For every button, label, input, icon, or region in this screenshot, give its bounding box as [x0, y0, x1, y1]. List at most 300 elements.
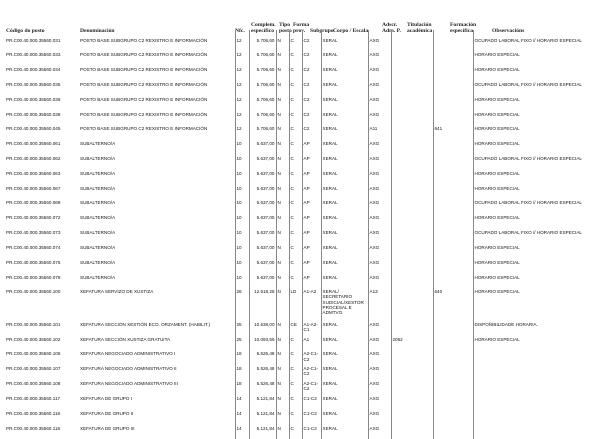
- corpo-cell: XERAL: [321, 273, 368, 288]
- subgrupo-cell: A1: [302, 335, 321, 350]
- subgrupo-cell: A1-A2-C1: [302, 320, 321, 335]
- adscripcion-cell: AXG: [368, 36, 391, 51]
- codigo-cell: PR.C00.40.000.35560.073: [6, 230, 61, 236]
- corpo-cell: XERAL: [321, 125, 368, 140]
- forma-cell: C: [289, 140, 302, 155]
- complemento-cell: 5.637,00: [249, 169, 276, 184]
- denominacion-cell: XEFATURA DE GRUPO I: [79, 394, 235, 409]
- tipo-cell: N: [276, 155, 289, 170]
- codigo-cell: PR.C00.40.000.35560.105: [6, 351, 61, 357]
- nivel-cell: 10: [235, 229, 249, 244]
- adscripcion-cell: A11: [368, 125, 391, 140]
- adscripcion-cell: AXG: [368, 110, 391, 125]
- formacion-cell: [433, 424, 473, 439]
- denominacion-cell: SUBALTERNO/A: [79, 258, 235, 273]
- forma-cell: C: [289, 36, 302, 51]
- observacions-cell: HORARIO ESPECIAL: [474, 170, 520, 176]
- complemento-cell: 5.706,60: [249, 95, 276, 110]
- adscripcion-cell: AXG: [368, 273, 391, 288]
- titulacion-cell: [391, 169, 433, 184]
- titulacion-cell: [391, 125, 433, 140]
- observacions-cell: OCUPADO LABORAL FIXO // HORARIO ESPECIAL: [474, 230, 582, 236]
- denominacion-cell: XEFATURA DE GRUPO III: [79, 424, 235, 439]
- forma-cell: C: [289, 155, 302, 170]
- tipo-cell: N: [276, 320, 289, 335]
- tipo-cell: N: [276, 424, 289, 439]
- header-tipo-1: Tipo: [279, 21, 291, 28]
- table-row: [5, 95, 610, 110]
- observacions-cell: [473, 350, 610, 365]
- tipo-cell: N: [276, 409, 289, 424]
- formacion-cell: [433, 409, 473, 424]
- observacions-cell: [473, 409, 610, 424]
- table-row: [5, 380, 610, 395]
- table-row: [5, 288, 610, 321]
- observacions-cell: HORARIO ESPECIAL: [474, 126, 520, 132]
- tipo-cell: N: [276, 199, 289, 214]
- denominacion-cell: POSTO BASE SUBGRUPO C2 REXISTRO E INFORMACIÓN: [79, 66, 235, 81]
- complemento-cell: 10.093,56: [249, 335, 276, 350]
- formacion-cell: [433, 214, 473, 229]
- formacion-cell: [433, 110, 473, 125]
- header-complem-1: Complem.: [251, 21, 276, 28]
- titulacion-cell: [391, 258, 433, 273]
- nivel-cell: 14: [235, 424, 249, 439]
- table-row: [5, 350, 610, 365]
- header-forma-2: prov.: [293, 27, 306, 34]
- table-row: [5, 169, 610, 184]
- table-row: [5, 258, 610, 273]
- titulacion-cell: [391, 51, 433, 66]
- table-row: [5, 229, 610, 244]
- codigo-cell: PR.C00.40.000.35560.100: [6, 289, 61, 295]
- adscripcion-cell: AXG: [368, 229, 391, 244]
- observacions-cell: HORARIO ESPECIAL: [474, 52, 520, 58]
- corpo-cell: XERAL: [321, 110, 368, 125]
- subgrupo-cell: AP: [302, 214, 321, 229]
- nivel-cell: 25: [235, 335, 249, 350]
- titulacion-cell: [391, 184, 433, 199]
- adscripcion-cell: AXG: [368, 409, 391, 424]
- header-tipo-2: posto: [279, 27, 292, 34]
- titulacion-cell: 2062: [391, 335, 433, 350]
- formacion-cell: [433, 243, 473, 258]
- forma-cell: C: [289, 335, 302, 350]
- formacion-cell: [433, 169, 473, 184]
- corpo-cell: XERAL: [321, 320, 368, 335]
- denominacion-cell: SUBALTERNO/A: [79, 184, 235, 199]
- tipo-cell: N: [276, 95, 289, 110]
- tipo-cell: N: [276, 184, 289, 199]
- adscripcion-cell: AXG: [368, 51, 391, 66]
- subgrupo-cell: AP: [302, 199, 321, 214]
- formacion-cell: [433, 365, 473, 380]
- codigo-cell: PR.C00.40.000.35560.035: [6, 81, 61, 87]
- denominacion-cell: POSTO BASE SUBGRUPO C2 REXISTRO E INFORMACIÓN: [79, 51, 235, 66]
- header-formacion-1: Formación: [450, 21, 477, 28]
- table-row: [5, 51, 610, 66]
- adscripcion-cell: AXG: [368, 66, 391, 81]
- subgrupo-cell: A1-A2: [302, 288, 321, 321]
- complemento-cell: 5.637,00: [249, 155, 276, 170]
- observacions-cell: HORARIO ESPECIAL: [474, 141, 520, 147]
- observacions-cell: HORARIO ESPECIAL: [474, 274, 520, 280]
- corpo-cell: XERAL: [321, 258, 368, 273]
- complemento-cell: 5.526,48: [249, 380, 276, 395]
- tipo-cell: N: [276, 394, 289, 409]
- tipo-cell: N: [276, 243, 289, 258]
- formacion-cell: [433, 199, 473, 214]
- subgrupo-cell: C2: [302, 110, 321, 125]
- denominacion-cell: XEFATURA NEGOCIADO ADMINISTRATIVO I: [79, 350, 235, 365]
- nivel-cell: 12: [235, 51, 249, 66]
- subgrupo-cell: A2-C1-C2: [302, 365, 321, 380]
- codigo-cell: PR.C00.40.000.35560.072: [6, 215, 61, 221]
- codigo-cell: PR.C00.40.000.35560.063: [6, 170, 61, 176]
- titulacion-cell: [391, 110, 433, 125]
- nivel-cell: 12: [235, 66, 249, 81]
- tipo-cell: N: [276, 66, 289, 81]
- titulacion-cell: [391, 380, 433, 395]
- header-denominacion: Denominación: [80, 27, 115, 34]
- titulacion-cell: [391, 350, 433, 365]
- complemento-cell: 12.518,28: [249, 288, 276, 321]
- titulacion-cell: [391, 199, 433, 214]
- formacion-cell: [433, 273, 473, 288]
- observacions-cell: [473, 394, 610, 409]
- nivel-cell: 12: [235, 110, 249, 125]
- header-codigo: Código do posto: [6, 27, 45, 34]
- codigo-cell: PR.C00.40.000.35560.033: [6, 52, 61, 58]
- titulacion-cell: [391, 214, 433, 229]
- formacion-cell: [433, 335, 473, 350]
- denominacion-cell: POSTO BASE SUBGRUPO C2 REXISTRO E INFORMACIÓN: [79, 36, 235, 51]
- corpo-cell: XERAL: [321, 140, 368, 155]
- subgrupo-cell: C2: [302, 66, 321, 81]
- subgrupo-cell: C2: [302, 125, 321, 140]
- corpo-cell: XERAL: [321, 229, 368, 244]
- corpo-cell: XERAL: [321, 51, 368, 66]
- header-titulacion-1: Titulación: [407, 21, 432, 28]
- codigo-cell: PR.C00.40.000.35560.075: [6, 259, 61, 265]
- nivel-cell: 28: [235, 288, 249, 321]
- titulacion-cell: [391, 365, 433, 380]
- forma-cell: C: [289, 229, 302, 244]
- codigo-cell: PR.C00.40.000.35560.108: [6, 381, 61, 387]
- denominacion-cell: POSTO BASE SUBGRUPO C2 REXISTRO E INFORMACIÓN: [79, 125, 235, 140]
- subgrupo-cell: AP: [302, 184, 321, 199]
- header-subgrupo: Subgrupo: [310, 27, 334, 34]
- complemento-cell: 5.706,60: [249, 66, 276, 81]
- titulacion-cell: [391, 424, 433, 439]
- subgrupo-cell: AP: [302, 273, 321, 288]
- codigo-cell: PR.C00.40.000.35560.062: [6, 156, 61, 162]
- header-adscr-1: Adscr.: [382, 21, 398, 28]
- adscripcion-cell: AXG: [368, 424, 391, 439]
- subgrupo-cell: AP: [302, 169, 321, 184]
- codigo-cell: PR.C00.40.000.35560.107: [6, 366, 61, 372]
- adscripcion-cell: A13: [368, 288, 391, 321]
- denominacion-cell: XEFATURA SERVIZO DE XUSTIZA: [79, 288, 235, 321]
- corpo-cell: XERAL: [321, 155, 368, 170]
- denominacion-cell: SUBALTERNO/A: [79, 273, 235, 288]
- complemento-cell: 5.637,00: [249, 258, 276, 273]
- titulacion-cell: [391, 229, 433, 244]
- table-row: [5, 394, 610, 409]
- codigo-cell: PR.C00.40.000.35560.036: [6, 96, 61, 102]
- codigo-cell: PR.C00.40.000.35560.102: [6, 336, 61, 342]
- codigo-cell: PR.C00.40.000.35560.038: [6, 111, 61, 117]
- forma-cell: CE: [289, 320, 302, 335]
- complemento-cell: 5.706,60: [249, 36, 276, 51]
- corpo-cell: XERAL: [321, 80, 368, 95]
- observacions-cell: OCUPADO LABORAL FIXO // HORARIO ESPECIAL: [474, 37, 582, 43]
- header-forma-1: Forma: [293, 21, 310, 28]
- forma-cell: C: [289, 214, 302, 229]
- nivel-cell: 10: [235, 214, 249, 229]
- complemento-cell: 5.637,00: [249, 199, 276, 214]
- adscripcion-cell: AXG: [368, 350, 391, 365]
- complemento-cell: 10.638,00: [249, 320, 276, 335]
- complemento-cell: 5.121,84: [249, 424, 276, 439]
- tipo-cell: N: [276, 110, 289, 125]
- adscripcion-cell: AXG: [368, 214, 391, 229]
- formacion-cell: 640: [433, 288, 473, 321]
- observacions-cell: [473, 380, 610, 395]
- table-row: [5, 273, 610, 288]
- tipo-cell: N: [276, 229, 289, 244]
- tipo-cell: N: [276, 36, 289, 51]
- header-adscr-2: Adm. P.: [382, 27, 401, 34]
- denominacion-cell: SUBALTERNO/A: [79, 169, 235, 184]
- tipo-cell: N: [276, 350, 289, 365]
- tipo-cell: N: [276, 214, 289, 229]
- tipo-cell: N: [276, 380, 289, 395]
- corpo-cell: XERAL/ SECRETARIO XUDICIAL/XESTOR PROCESAL E ADMTVO.: [321, 288, 368, 321]
- observacions-cell: DISPOÑIBILIDADE HORARIA.: [474, 321, 538, 327]
- formacion-cell: [433, 66, 473, 81]
- observacions-cell: HORARIO ESPECIAL: [474, 259, 520, 265]
- subgrupo-cell: C2: [302, 80, 321, 95]
- nivel-cell: 10: [235, 184, 249, 199]
- table-row: [5, 335, 610, 350]
- header-nivel: Nfc.: [235, 27, 245, 34]
- denominacion-cell: POSTO BASE SUBGRUPO C2 REXISTRO E INFORMACIÓN: [79, 110, 235, 125]
- denominacion-cell: XEFATURA NEGOCIADO ADMINISTRATIVO II: [79, 365, 235, 380]
- subgrupo-cell: C1-C2: [302, 424, 321, 439]
- denominacion-cell: SUBALTERNO/A: [79, 199, 235, 214]
- nivel-cell: 10: [235, 273, 249, 288]
- subgrupo-cell: AP: [302, 243, 321, 258]
- formacion-cell: 641: [433, 125, 473, 140]
- denominacion-cell: POSTO BASE SUBGRUPO C2 REXISTRO E INFORMACIÓN: [79, 95, 235, 110]
- table-row: [5, 243, 610, 258]
- codigo-cell: PR.C00.40.000.35560.067: [6, 185, 61, 191]
- observacions-cell: HORARIO ESPECIAL: [474, 185, 520, 191]
- adscripcion-cell: AXG: [368, 394, 391, 409]
- table-row: [5, 36, 610, 51]
- table-row: [5, 409, 610, 424]
- observacions-cell: [473, 365, 610, 380]
- adscripcion-cell: AXG: [368, 184, 391, 199]
- nivel-cell: 18: [235, 365, 249, 380]
- forma-cell: C: [289, 380, 302, 395]
- forma-cell: C: [289, 394, 302, 409]
- corpo-cell: XERAL: [321, 424, 368, 439]
- corpo-cell: XERAL: [321, 365, 368, 380]
- header-corpo: Corpo / Escala: [333, 27, 369, 34]
- nivel-cell: 12: [235, 95, 249, 110]
- codigo-cell: PR.C00.40.000.35560.034: [6, 67, 61, 73]
- codigo-cell: PR.C00.40.000.35560.118: [6, 410, 61, 416]
- adscripcion-cell: AXG: [368, 155, 391, 170]
- complemento-cell: 5.637,00: [249, 140, 276, 155]
- nivel-cell: 12: [235, 36, 249, 51]
- header-formacion-2: específica: [450, 27, 473, 34]
- denominacion-cell: XEFATURA DE GRUPO II: [79, 409, 235, 424]
- complemento-cell: 5.526,48: [249, 350, 276, 365]
- titulacion-cell: [391, 36, 433, 51]
- subgrupo-cell: AP: [302, 258, 321, 273]
- titulacion-cell: [391, 66, 433, 81]
- nivel-cell: 10: [235, 140, 249, 155]
- formacion-cell: [433, 229, 473, 244]
- corpo-cell: XERAL: [321, 36, 368, 51]
- forma-cell: C: [289, 409, 302, 424]
- complemento-cell: 5.706,60: [249, 51, 276, 66]
- corpo-cell: XERAL: [321, 169, 368, 184]
- codigo-cell: PR.C00.40.000.35560.078: [6, 274, 61, 280]
- subgrupo-cell: A2-C1-C2: [302, 350, 321, 365]
- complemento-cell: 5.706,60: [249, 125, 276, 140]
- tipo-cell: N: [276, 335, 289, 350]
- observacions-cell: HORARIO ESPECIAL: [474, 67, 520, 73]
- table-row: [5, 155, 610, 170]
- table-row: [5, 424, 610, 439]
- tipo-cell: N: [276, 258, 289, 273]
- observacions-cell: HORARIO ESPECIAL: [474, 215, 520, 221]
- adscripcion-cell: AXG: [368, 199, 391, 214]
- adscripcion-cell: AXG: [368, 335, 391, 350]
- table-row: [5, 184, 610, 199]
- table-row: [5, 214, 610, 229]
- codigo-cell: PR.C00.40.000.35560.074: [6, 244, 61, 250]
- posts-table-body: [5, 27, 610, 439]
- codigo-cell: PR.C00.40.000.35560.069: [6, 200, 61, 206]
- subgrupo-cell: C2: [302, 95, 321, 110]
- titulacion-cell: [391, 288, 433, 321]
- denominacion-cell: SUBALTERNO/A: [79, 229, 235, 244]
- titulacion-cell: [391, 409, 433, 424]
- forma-cell: C: [289, 95, 302, 110]
- corpo-cell: XERAL: [321, 409, 368, 424]
- table-row: [5, 110, 610, 125]
- subgrupo-cell: AP: [302, 229, 321, 244]
- tipo-cell: N: [276, 51, 289, 66]
- denominacion-cell: SUBALTERNO/A: [79, 214, 235, 229]
- adscripcion-cell: AXG: [368, 169, 391, 184]
- formacion-cell: [433, 155, 473, 170]
- nivel-cell: 12: [235, 125, 249, 140]
- titulacion-cell: [391, 155, 433, 170]
- nivel-cell: 18: [235, 380, 249, 395]
- observacions-cell: OCUPADO LABORAL FIXO // HORARIO ESPECIAL: [474, 81, 582, 87]
- titulacion-cell: [391, 394, 433, 409]
- titulacion-cell: [391, 95, 433, 110]
- codigo-cell: PR.C00.40.000.35560.061: [6, 141, 61, 147]
- observacions-cell: HORARIO ESPECIAL: [474, 111, 520, 117]
- forma-cell: C: [289, 184, 302, 199]
- complemento-cell: 5.637,00: [249, 243, 276, 258]
- complemento-cell: 5.706,60: [249, 80, 276, 95]
- titulacion-cell: [391, 80, 433, 95]
- complemento-cell: 5.637,00: [249, 184, 276, 199]
- nivel-cell: 14: [235, 409, 249, 424]
- corpo-cell: XERAL: [321, 214, 368, 229]
- titulacion-cell: [391, 273, 433, 288]
- codigo-cell: PR.C00.40.000.35560.031: [6, 37, 61, 43]
- corpo-cell: XERAL: [321, 380, 368, 395]
- denominacion-cell: SUBALTERNO/A: [79, 140, 235, 155]
- tipo-cell: N: [276, 273, 289, 288]
- titulacion-cell: [391, 140, 433, 155]
- subgrupo-cell: C2: [302, 36, 321, 51]
- complemento-cell: 5.637,00: [249, 229, 276, 244]
- complemento-cell: 5.526,48: [249, 365, 276, 380]
- observacions-cell: OCUPADO LABORAL FIXO // HORARIO ESPECIAL: [474, 156, 582, 162]
- denominacion-cell: XEFATURA NEGOCIADO ADMINISTRATIVO III: [79, 380, 235, 395]
- complemento-cell: 5.706,60: [249, 110, 276, 125]
- codigo-cell: PR.C00.40.000.35560.117: [6, 395, 61, 401]
- formacion-cell: [433, 380, 473, 395]
- denominacion-cell: SUBALTERNO/A: [79, 243, 235, 258]
- subgrupo-cell: AP: [302, 155, 321, 170]
- adscripcion-cell: AXG: [368, 243, 391, 258]
- table-row: [5, 80, 610, 95]
- forma-cell: C: [289, 169, 302, 184]
- forma-cell: C: [289, 199, 302, 214]
- forma-cell: C: [289, 258, 302, 273]
- denominacion-cell: XEFATURA SECCIÓN XUSTIZA GRATUITA: [79, 335, 235, 350]
- corpo-cell: XERAL: [321, 350, 368, 365]
- codigo-cell: PR.C00.40.000.35560.119: [6, 425, 61, 431]
- adscripcion-cell: AXG: [368, 80, 391, 95]
- adscripcion-cell: AXG: [368, 365, 391, 380]
- complemento-cell: 5.121,84: [249, 409, 276, 424]
- complemento-cell: 5.121,84: [249, 394, 276, 409]
- formacion-cell: [433, 36, 473, 51]
- observacions-cell: HORARIO ESPECIAL: [474, 96, 520, 102]
- nivel-cell: 10: [235, 243, 249, 258]
- forma-cell: C: [289, 273, 302, 288]
- forma-cell: C: [289, 350, 302, 365]
- complemento-cell: 5.637,00: [249, 214, 276, 229]
- adscripcion-cell: AXG: [368, 140, 391, 155]
- forma-cell: C: [289, 80, 302, 95]
- observacions-cell: HORARIO ESPECIAL: [474, 244, 520, 250]
- corpo-cell: XERAL: [321, 66, 368, 81]
- posts-table: [5, 27, 610, 439]
- corpo-cell: XERAL: [321, 184, 368, 199]
- titulacion-cell: [391, 320, 433, 335]
- nivel-cell: 10: [235, 169, 249, 184]
- complemento-cell: 5.637,00: [249, 273, 276, 288]
- corpo-cell: XERAL: [321, 335, 368, 350]
- subgrupo-cell: A2-C1-C2: [302, 380, 321, 395]
- denominacion-cell: SUBALTERNO/A: [79, 155, 235, 170]
- header-observacions: Observacións: [492, 27, 525, 34]
- nivel-cell: 14: [235, 394, 249, 409]
